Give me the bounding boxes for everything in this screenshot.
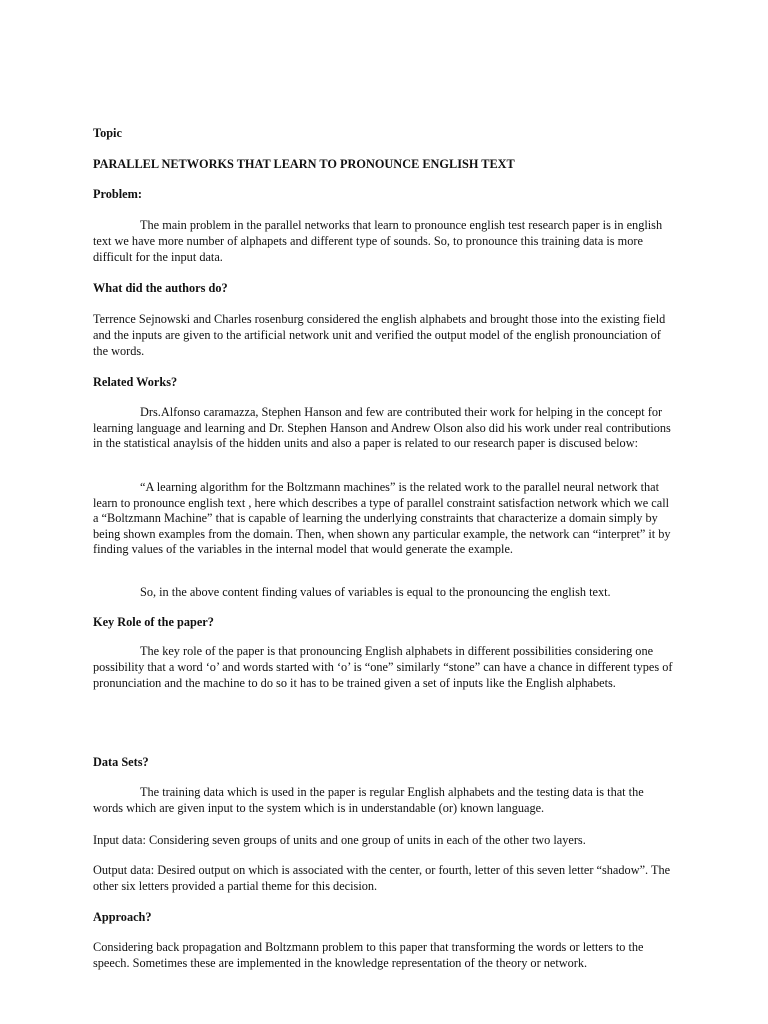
- output-data-paragraph: Output data: Desired output on which is associated with the center, or fourth, letter of this seven letter “shadow”. The other six letters provided a partial theme for this decision.: [93, 863, 671, 893]
- related-works-paragraph-3: So, in the above content finding values of variables is equal to the pronouncing the english text.: [140, 585, 611, 599]
- problem-paragraph: The main problem in the parallel networks that learn to pronounce english test research paper is in english text we have more number of alphapets and different type of sounds. So, to pronounce this training data is more difficult for the input data.: [93, 218, 663, 264]
- related-works-paragraph-1: Drs.Alfonso caramazza, Stephen Hanson and few are contributed their work for helping in the concept for learning language and learning and Dr. Stephen Hanson and Andrew Olson also did his work under real contributions in the statistical anaylsis of the hidden units and also a paper is related to our research paper is discused below:: [93, 405, 671, 450]
- document-title: PARALLEL NETWORKS THAT LEARN TO PRONOUNCE ENGLISH TEXT: [93, 157, 515, 171]
- problem-heading: Problem:: [93, 187, 142, 201]
- input-data-paragraph: Input data: Considering seven groups of units and one group of units in each of the other two layers.: [93, 833, 586, 847]
- data-sets-paragraph: The training data which is used in the paper is regular English alphabets and the testing data is that the words which are given input to the system which is in understandable (or) known language.: [93, 785, 644, 815]
- related-works-heading: Related Works?: [93, 375, 178, 389]
- approach-heading: Approach?: [93, 910, 152, 924]
- related-works-paragraph-2: “A learning algorithm for the Boltzmann machines” is the related work to the parallel neural network that learn to pronounce english text , here which describes a type of parallel constraint satisfaction network which we call a “Boltzmann Machine” that is capable of learning the underlying constraints that characterize a domain simply by being shown examples from the domain. Then, when shown any particular example, the network can “interpret” it by finding values of the variables in the internal model that would generate the example.: [93, 480, 671, 556]
- authors-paragraph: Terrence Sejnowski and Charles rosenburg considered the english alphabets and brought those into the existing field and the inputs are given to the artificial network unit and verified the output model of the english pronounciation of the words.: [93, 312, 666, 358]
- authors-heading: What did the authors do?: [93, 281, 228, 295]
- key-role-paragraph: The key role of the paper is that pronouncing English alphabets in different possibilities considering one possibility that a word ‘o’ and words started with ‘o’ is “one” similarly “stone” can have a chance in different types of pronunciation and the machine to do so it has to be trained given a set of inputs like the English alphabets.: [93, 644, 673, 690]
- approach-paragraph: Considering back propagation and Boltzmann problem to this paper that transforming the words or letters to the speech. Sometimes these are implemented in the knowledge representation of the theory or network.: [93, 940, 644, 970]
- key-role-heading: Key Role of the paper?: [93, 615, 214, 629]
- topic-label: Topic: [93, 126, 122, 140]
- data-sets-heading: Data Sets?: [93, 755, 149, 769]
